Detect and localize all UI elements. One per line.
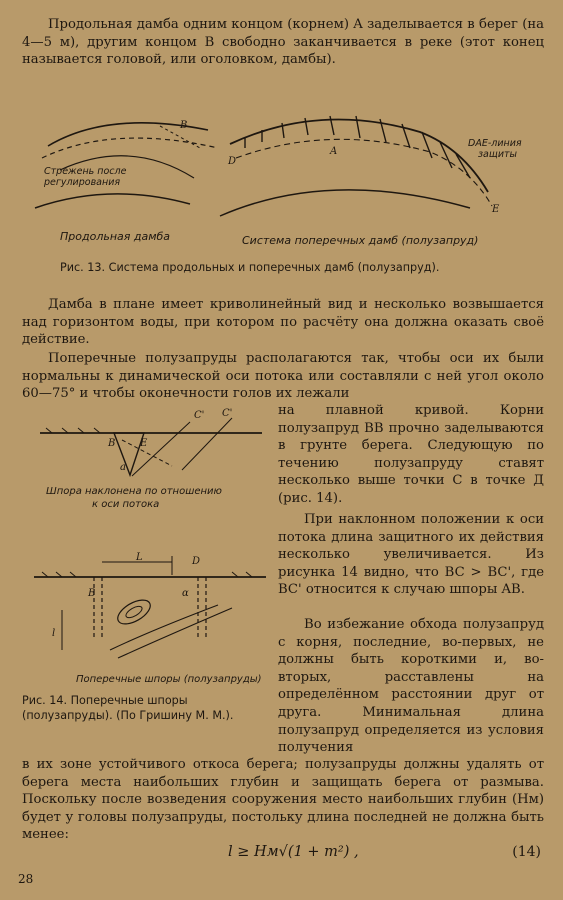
fig14-label-e: E (140, 438, 148, 449)
formula-14 (0, 844, 563, 866)
fig13-stream-label-2: регулирования (44, 177, 121, 188)
paragraph-5-column: Во избежание обхода полузапруд с корня, последние, во-первых, не должны быть короткими и, во-вторых, расставлены на определённом расстоянии друг от друга. Минимальная длина полузапруд определяется из условия получения (278, 617, 544, 756)
fig14-label-small-l: l (52, 628, 56, 639)
fig14-top-title-2: к оси потока (92, 499, 160, 510)
formula-number: (14) (512, 844, 541, 860)
paragraph-3-continued: на плавной кривой. Корни полузапруд BB прочно заделываются в грунте берега. Следующую по течению полузапруду ставят несколько выше точки C в точке Д (рис. 14). (278, 403, 544, 506)
fig14-top-title-1: Шпора наклонена по отношению (46, 486, 222, 497)
fig14-label-d: D (192, 556, 201, 567)
paragraph-4: При наклонном положении к оси потока длина защитного их действия несколько увеличивается. Из рисунка 14 видно, что BC > BC', где BC' относится к случаю шпоры AB. (278, 512, 544, 598)
fig13-dae-label-1: DAE-линия (468, 138, 522, 149)
fig14-label-alpha: α (182, 588, 189, 599)
fig14-label-l: L (136, 552, 143, 563)
fig14-label-a: a (120, 462, 126, 473)
fig14-label-c2: C' (222, 408, 233, 419)
fig14-label-b: B (108, 438, 116, 449)
fig13-dae-label-2: защиты (478, 149, 518, 160)
fig14-bottom-title: Поперечные шпоры (полузапруды) (76, 674, 262, 685)
paragraph-3-start: Поперечные полузапруды располагаются так, чтобы оси их были нормальны к динамической оси потока или составляли с ней угол около 60—75° и чтобы оконечности голов их лежали (22, 351, 544, 402)
fig13-label-a: A (330, 146, 338, 157)
paragraph-5-continued: в их зоне устойчивого откоса берега; полузапруды должны удалять от берега места наибольших глубин и защищать берега от размыва. Поскольку после возведения сооружения место наибольших глубин (Hм) будет у головы полузапруды, постольку длина последней не должна быть менее: (22, 757, 544, 843)
figure-13-caption: Рис. 13. Система продольных и поперечных дамб (полузапруд). (60, 261, 440, 274)
fig14-label-b2: B (88, 588, 96, 599)
figure-13-drawing (30, 108, 540, 258)
fig13-label-e: E (492, 204, 500, 215)
figure-14 (22, 400, 272, 690)
fig13-label-d: D (228, 156, 237, 167)
figure-14-drawing (22, 400, 272, 690)
paragraph-2: Дамба в плане имеет криволинейный вид и несколько возвышается над горизонтом воды, при котором по расчёту она должна оказать своё действие. (22, 297, 544, 348)
figure-13 (30, 108, 540, 258)
figure-14-caption: Рис. 14. Поперечные шпоры (полузапруды). (По Гришину М. М.). (22, 694, 234, 722)
fig13-stream-label-1: Стрежень после (44, 166, 127, 177)
fig13-left-title: Продольная дамба (60, 230, 171, 243)
fig14-label-c1: C' (194, 410, 205, 421)
page-number: 28 (18, 872, 34, 886)
fig13-right-title: Система поперечных дамб (полузапруд) (242, 234, 479, 247)
formula-expression: l ≥ Hм√(1 + m²) , (228, 844, 359, 860)
fig13-label-b: B (180, 120, 188, 131)
paragraph-1: Продольная дамба одним концом (корнем) A заделывается в берег (на 4—5 м), другим концом B свободно заканчивается в реке (этот конец называется головой, или оголовком, дамбы). (22, 17, 544, 68)
